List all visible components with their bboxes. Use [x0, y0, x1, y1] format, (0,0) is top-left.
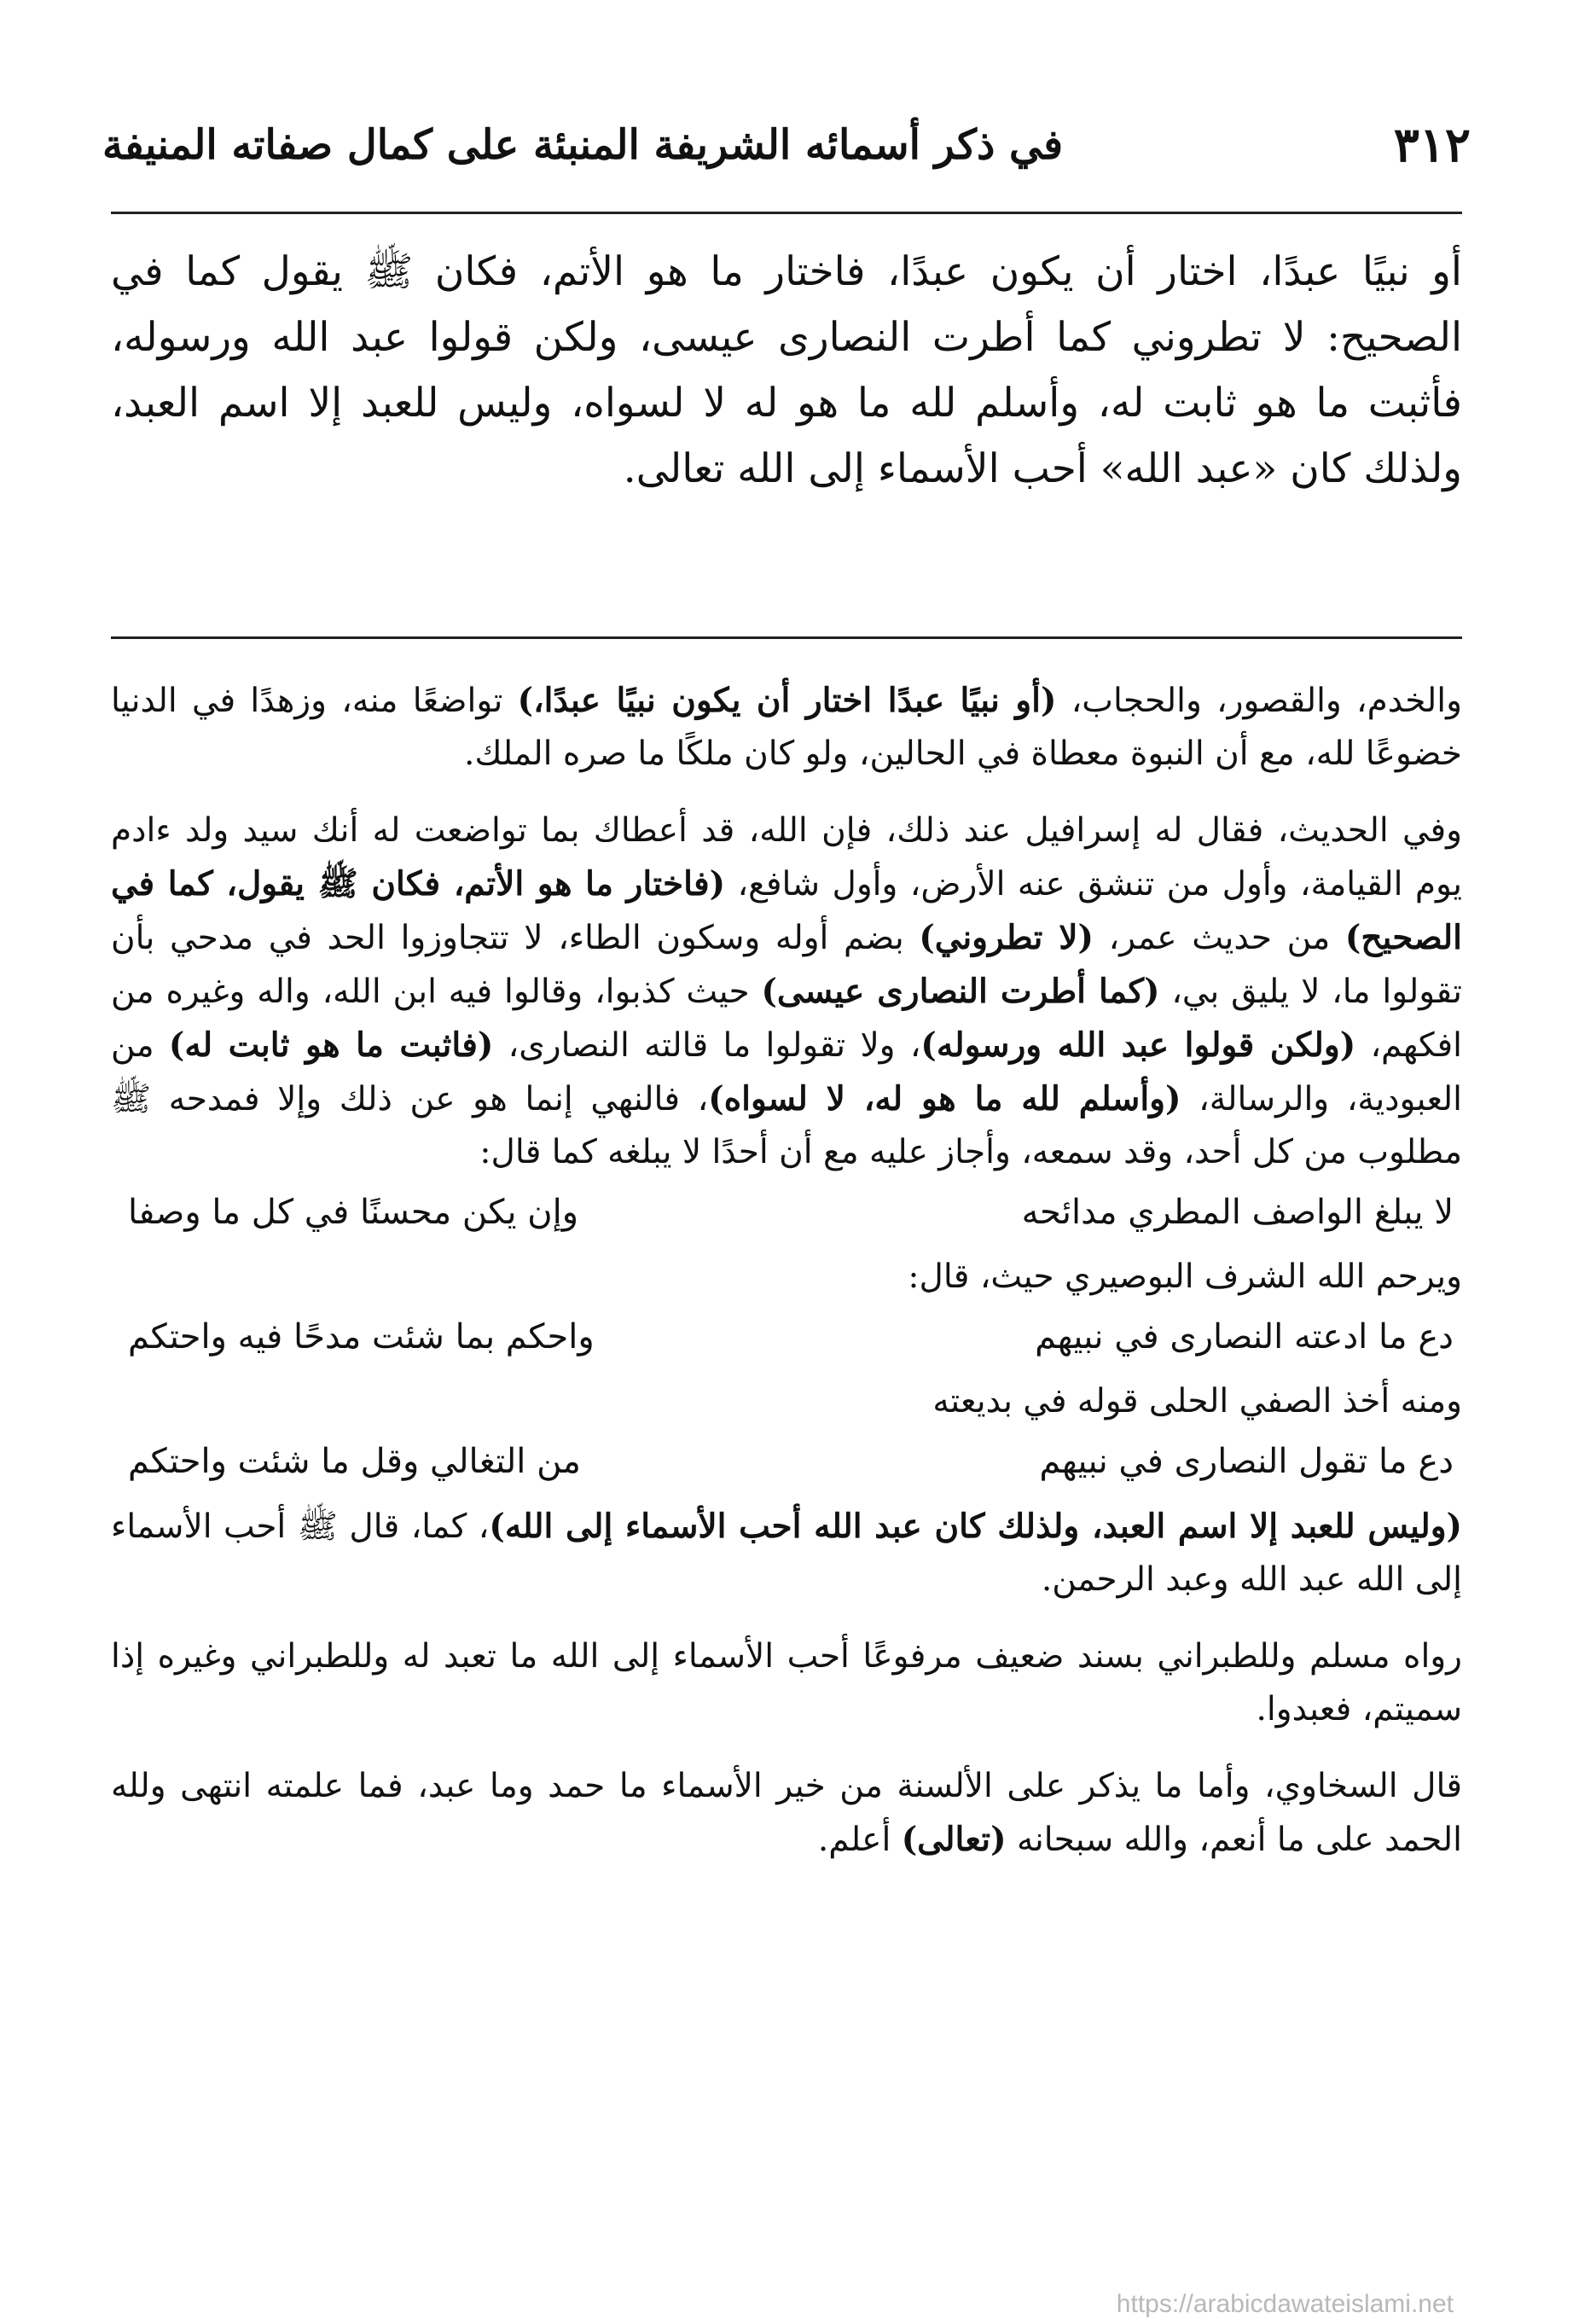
quoted-text: (فاثبت ما هو ثابت له)	[168, 1025, 494, 1065]
commentary	[111, 674, 1462, 1867]
text-run: ، ولا تقولوا ما قالته النصارى،	[493, 1026, 921, 1065]
poetry-verse-3	[111, 1433, 1462, 1490]
commentary-paragraph-5	[111, 1500, 1462, 1606]
running-title: في ذكر أسمائه الشريفة المنبئة على كمال صفاته المنيفة	[102, 121, 1064, 169]
page-header	[102, 111, 1471, 179]
text-run: بضم أوله وسكون الطاء، لا تتجاوزوا الحد في مدحي بأن تقولوا ما، لا يليق بي،	[111, 919, 1462, 1011]
text-run: قال السخاوي، وأما ما يذكر على الألسنة من خير الأسماء ما حمد وما عبد، فما علمته انتهى ولله الحمد على ما أنعم، والله سبحانه	[111, 1767, 1462, 1859]
verse-second-hemistich: من التغالي وقل ما شئت واحتكم	[128, 1442, 581, 1481]
quoted-text: (فاختار ما هو الأتم، فكان ﷺ يقول، كما في الصحيح)	[111, 864, 1462, 957]
quoted-text: (ولكن قولوا عبد الله ورسوله)	[920, 1025, 1356, 1065]
text-run: ، فالنهي إنما هو عن ذلك وإلا فمدحه ﷺ مطلوب من كل أحد، وقد سمعه، وأجاز عليه مع أن أحدًا لا يبلغه كما قال:	[111, 1080, 1462, 1171]
quoted-text: (أو نبيًا عبدًا اختار أن يكون نبيًا عبدًا،)	[517, 681, 1057, 720]
commentary-paragraph-6: رواه مسلم وللطبراني بسند ضعيف مرفوعًا أحب الأسماء إلى الله ما تعبد له وللطبراني وغيره إذا سميتم، فعبدوا.	[111, 1637, 1462, 1728]
text-run: وفي الحديث، فقال له إسرافيل عند ذلك، فإن الله، قد أعطاك بما تواضعت له أنك سيد ولد ءادم يوم القيامة، وأول من تنشق عنه الأرض، وأول شافع،	[111, 811, 1462, 903]
quoted-text: (لا تطروني)	[919, 918, 1094, 957]
text-run: تواضعًا منه، وزهدًا في الدنيا خضوعًا لله، مع أن النبوة معطاة في الحالين، ولو كان ملكًا ما صره الملك.	[111, 682, 1462, 773]
text-run: من العبودية، والرسالة،	[111, 1026, 1462, 1118]
commentary-paragraph-7	[111, 1760, 1462, 1867]
watermark-url: https://arabicdawateislami.net	[1116, 2290, 1454, 2318]
text-run: والخدم، والقصور، والحجاب،	[1056, 682, 1462, 720]
quoted-text: (كما أطرت النصارى عيسى)	[761, 972, 1160, 1011]
text-run: حيث كذبوا، وقالوا فيه ابن الله، واله وغيره من افكهم،	[111, 973, 1463, 1065]
quoted-text: (تعالى)	[901, 1820, 1007, 1859]
commentary-paragraph-3: ويرحم الله الشرف البوصيري حيث، قال:	[908, 1258, 1462, 1296]
poetry-verse-2	[111, 1309, 1462, 1365]
verse-first-hemistich: دع ما تقول النصارى في نبيهم	[1039, 1442, 1454, 1481]
main-text	[111, 239, 1462, 502]
main-text-paragraph: أو نبيًا عبدًا، اختار أن يكون عبدًا، فاختار ما هو الأتم، فكان ﷺ يقول كما في الصحيح: لا تطروني كما أطرت النصارى عيسى، ولكن قولوا عبد الله ورسوله، فأثبت ما هو ثابت له، وأسلم لله ما هو له لا لسواه، وليس للعبد إلا اسم العبد، ولذلك كان «عبد الله» أحب الأسماء إلى الله تعالى.	[111, 248, 1463, 492]
quoted-text: (وأسلم لله ما هو له، لا لسواه)	[708, 1079, 1181, 1118]
text-run: أعلم.	[817, 1821, 902, 1859]
commentary-paragraph-1	[111, 674, 1462, 781]
verse-second-hemistich: وإن يكن محسنًا في كل ما وصفا	[128, 1193, 579, 1232]
verse-first-hemistich: لا يبلغ الواصف المطري مدائحه	[1021, 1193, 1454, 1232]
text-run: من حديث عمر،	[1093, 919, 1345, 957]
verse-second-hemistich: واحكم بما شئت مدحًا فيه واحتكم	[128, 1317, 595, 1357]
page-number: ٣١٢	[1393, 117, 1471, 173]
verse-first-hemistich: دع ما ادعته النصارى في نبيهم	[1035, 1317, 1454, 1357]
separator-rule	[111, 636, 1462, 639]
quoted-text: (وليس للعبد إلا اسم العبد، ولذلك كان عبد الله أحب الأسماء إلى الله)	[489, 1507, 1462, 1546]
poetry-verse-1	[111, 1184, 1462, 1240]
commentary-paragraph-2	[111, 805, 1462, 1179]
header-rule	[111, 212, 1462, 214]
commentary-paragraph-4: ومنه أخذ الصفي الحلى قوله في بديعته	[932, 1382, 1462, 1421]
text-run: ، كما، قال ﷺ أحب الأسماء إلى الله عبد الله وعبد الرحمن.	[111, 1508, 1462, 1599]
